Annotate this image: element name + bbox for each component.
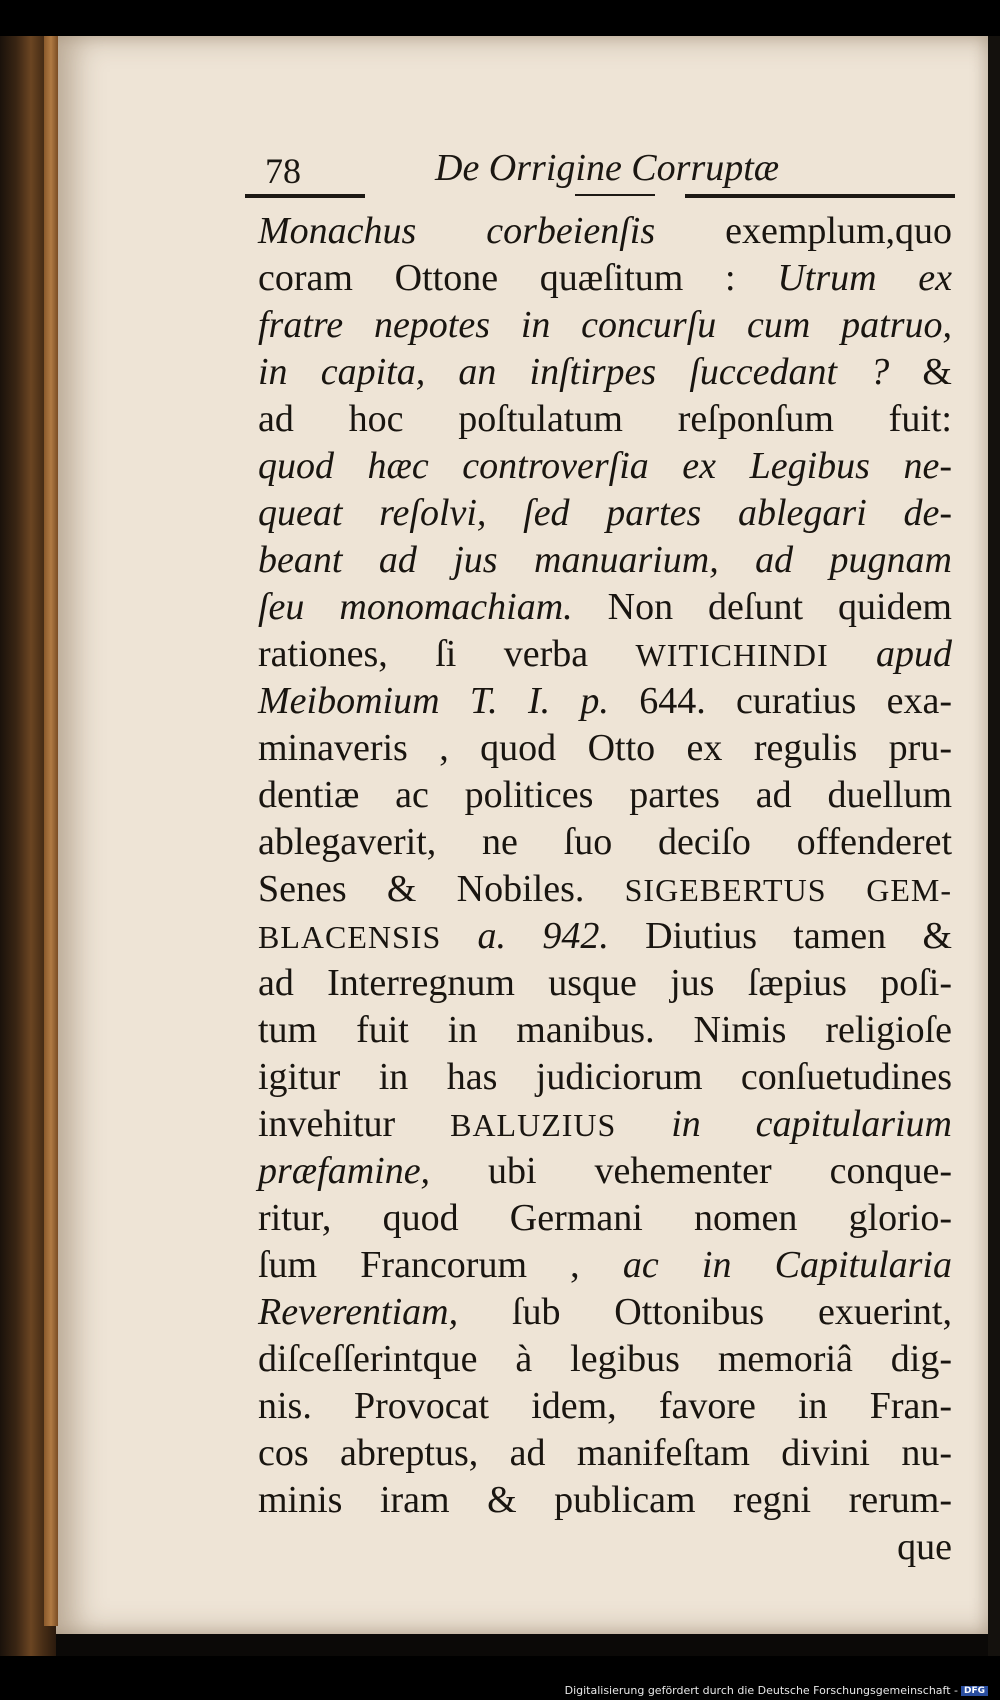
text-segment: coram Ottone quæſitum : — [258, 257, 778, 299]
text-segment: queat reſolvi, ſed partes ablegari de- — [258, 492, 952, 534]
text-segment: ſeu monomachiam. — [258, 586, 573, 628]
text-segment: ablegaverit, ne ſuo deciſo offenderet — [258, 821, 952, 863]
text-segment: invehitur — [258, 1103, 451, 1145]
page-edge — [44, 36, 58, 1626]
text-segment: quod hæc controverſia ex Legibus ne- — [258, 445, 952, 487]
text-segment: Diutius tamen & — [608, 915, 952, 957]
text-segment: ubi vehementer conque- — [430, 1150, 952, 1192]
text-line — [258, 678, 952, 725]
text-line — [258, 584, 952, 631]
text-segment: præfamine, — [258, 1150, 431, 1192]
text-line — [258, 1289, 952, 1336]
text-segment: ad hoc poſtulatum reſponſum fuit: — [258, 398, 952, 440]
dfg-logo: DFG — [961, 1686, 988, 1696]
text-line — [258, 1101, 952, 1148]
text-segment: dentiæ ac politices partes ad duellum — [258, 774, 952, 816]
text-segment: ac in Capitularia — [622, 1244, 952, 1286]
text-line — [258, 396, 952, 443]
text-line — [258, 1242, 952, 1289]
text-segment: ſub Ottonibus exuerint, — [458, 1291, 952, 1333]
text-line — [258, 819, 952, 866]
text-segment: nis. Provocat idem, favore in Fran- — [258, 1385, 952, 1427]
text-segment: in capitularium — [616, 1103, 952, 1145]
text-segment: rationes, ſi verba — [258, 633, 636, 675]
catchword: que — [897, 1526, 952, 1568]
text-segment: & — [889, 351, 952, 393]
text-segment: a. 942. — [441, 915, 609, 957]
text-segment: in capita, an inſtirpes ſuccedant ? — [258, 351, 890, 393]
text-line — [258, 1383, 952, 1430]
text-segment: BLACENSIS — [258, 919, 442, 955]
text-segment: fratre nepotes in concurſu cum patruo, — [258, 304, 952, 346]
text-segment: ſum Francorum , — [258, 1244, 623, 1286]
text-segment: Utrum ex — [777, 257, 952, 299]
text-segment: minaveris , quod Otto ex regulis pru- — [258, 727, 952, 769]
text-segment: SIGEBERTUS GEM- — [624, 872, 952, 908]
text-segment: 644. curatius exa- — [608, 680, 952, 722]
page-header — [265, 140, 955, 196]
text-line — [258, 725, 952, 772]
text-line — [258, 631, 952, 678]
page-number: 78 — [265, 151, 301, 191]
text-line — [258, 443, 952, 490]
right-border — [988, 36, 1000, 1656]
text-segment: BALUZIUS — [450, 1107, 617, 1143]
text-line — [258, 913, 952, 960]
text-segment: cos abreptus, ad manifeſtam divini nu- — [258, 1432, 952, 1474]
text-segment: Senes & Nobiles. — [258, 868, 625, 910]
text-line — [258, 255, 952, 302]
text-segment: Reverentiam, — [258, 1291, 459, 1333]
text-segment: Meibomium T. I. p. — [258, 680, 609, 722]
scan-top-border — [0, 0, 1000, 36]
text-line — [258, 960, 952, 1007]
digitization-credit — [565, 1684, 988, 1697]
text-segment: minis iram & publicam regni rerum- — [258, 1479, 952, 1521]
text-segment: Monachus corbeienſis — [258, 210, 656, 252]
text-line — [258, 866, 952, 913]
text-segment: tum fuit in manibus. Nimis religioſe — [258, 1009, 952, 1051]
text-line — [258, 1148, 952, 1195]
text-segment: Non deſunt quidem — [572, 586, 952, 628]
text-segment: diſceſſerintque à legibus memoriâ dig- — [258, 1338, 952, 1380]
text-line — [258, 1007, 952, 1054]
text-segment: ritur, quod Germani nomen glorio- — [258, 1197, 952, 1239]
text-line — [258, 1195, 952, 1242]
text-line — [258, 772, 952, 819]
text-line — [258, 349, 952, 396]
text-line — [258, 537, 952, 584]
text-line — [258, 490, 952, 537]
text-segment: ad Interregnum usque jus ſæpius poſi- — [258, 962, 952, 1004]
header-rule-left — [245, 194, 365, 198]
text-line — [258, 208, 952, 255]
header-rule-middle — [575, 194, 655, 196]
running-title: De Orrigine Corruptæ — [435, 147, 780, 189]
text-line — [258, 302, 952, 349]
text-segment: igitur in has judiciorum conſuetudines — [258, 1056, 952, 1098]
text-segment: apud — [828, 633, 953, 675]
text-line — [258, 1054, 952, 1101]
text-line — [258, 1430, 952, 1477]
text-segment: beant ad jus manuarium, ad pugnam — [258, 539, 952, 581]
header-rule-right — [685, 194, 955, 198]
credit-text: Digitalisierung gefördert durch die Deutsche Forschungsgemeinschaft - — [564, 1684, 958, 1697]
text-line — [258, 1477, 952, 1524]
text-segment: exemplum,quo — [655, 210, 952, 252]
text-line — [258, 1336, 952, 1383]
body-text — [258, 208, 952, 1571]
text-segment: WITICHINDI — [635, 637, 829, 673]
